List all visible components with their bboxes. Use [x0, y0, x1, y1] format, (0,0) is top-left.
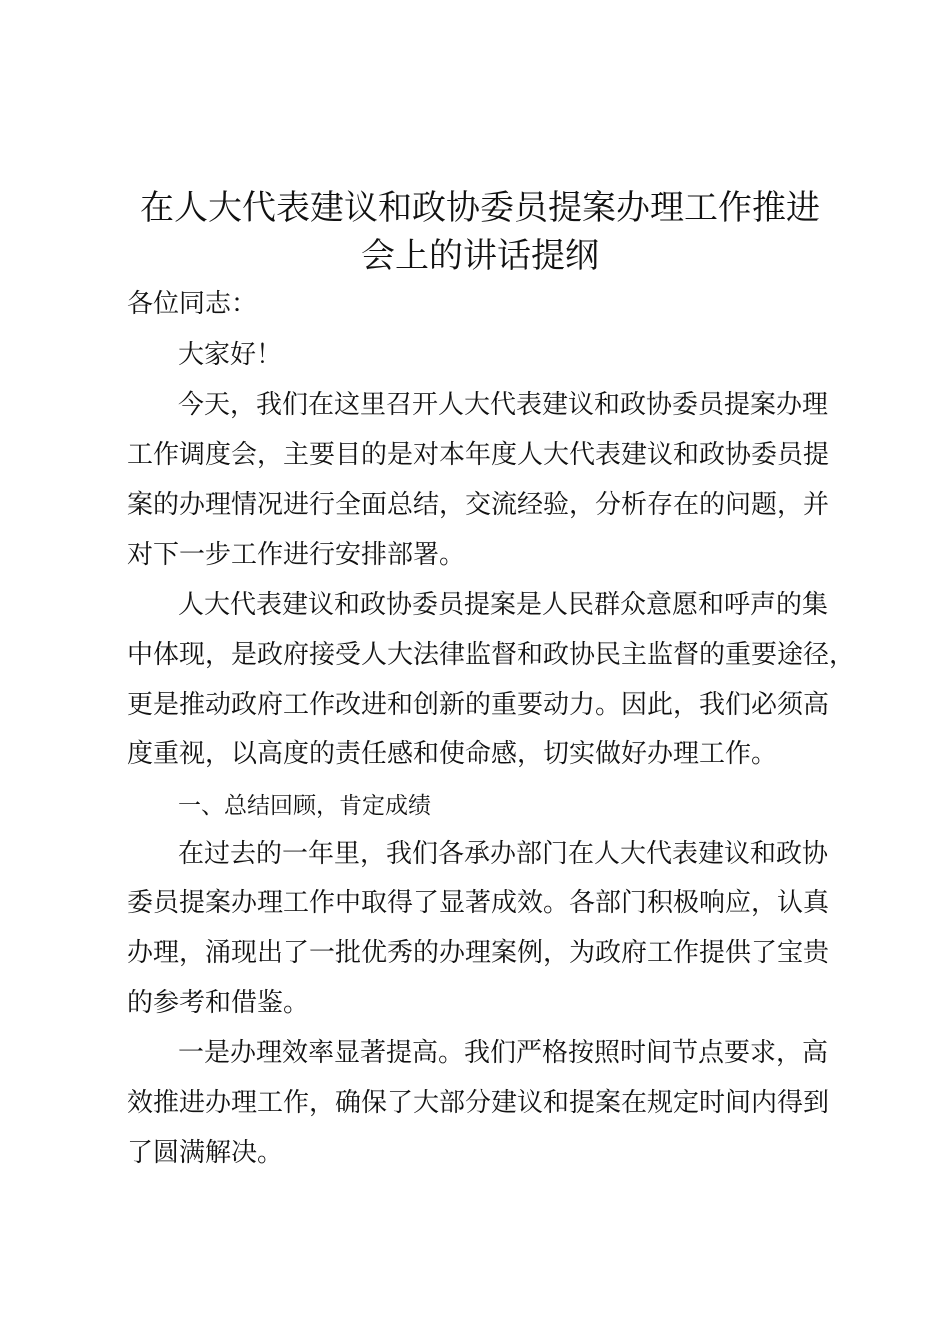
document-title-line-1: 在人大代表建议和政协委员提案办理工作推进	[140, 188, 820, 228]
paragraph-line: 了圆满解决。	[127, 1138, 284, 1168]
paragraph-line: 人大代表建议和政协委员提案是人民群众意愿和呼声的集	[178, 590, 829, 620]
section-heading: 一、总结回顾，肯定成绩	[178, 793, 431, 819]
paragraph-line: 一是办理效率显著提高。我们严格按照时间节点要求，高	[178, 1038, 829, 1068]
paragraph-line: 今天，我们在这里召开人大代表建议和政协委员提案办理	[178, 390, 829, 420]
paragraph-line: 中体现，是政府接受人大法律监督和政协民主监督的重要途径，	[127, 640, 856, 670]
paragraph-line: 案的办理情况进行全面总结，交流经验，分析存在的问题，并	[127, 490, 830, 520]
paragraph-line: 在过去的一年里，我们各承办部门在人大代表建议和政协	[178, 839, 829, 869]
paragraph-line: 度重视，以高度的责任感和使命感，切实做好办理工作。	[127, 739, 778, 769]
paragraph-line: 对下一步工作进行安排部署。	[127, 540, 466, 570]
greeting: 大家好！	[178, 340, 283, 370]
paragraph-line: 办理，涌现出了一批优秀的办理案例，为政府工作提供了宝贵	[127, 938, 830, 968]
document-title-line-2: 会上的讲话提纲	[361, 236, 599, 276]
paragraph-line: 委员提案办理工作中取得了显著成效。各部门积极响应，认真	[127, 888, 830, 918]
paragraph-line: 效推进办理工作，确保了大部分建议和提案在规定时间内得到	[127, 1088, 830, 1118]
paragraph-line: 工作调度会，主要目的是对本年度人大代表建议和政协委员提	[127, 440, 830, 470]
salutation: 各位同志：	[127, 289, 258, 319]
paragraph-line: 更是推动政府工作改进和创新的重要动力。因此，我们必须高	[127, 690, 830, 720]
paragraph-line: 的参考和借鉴。	[127, 988, 310, 1018]
